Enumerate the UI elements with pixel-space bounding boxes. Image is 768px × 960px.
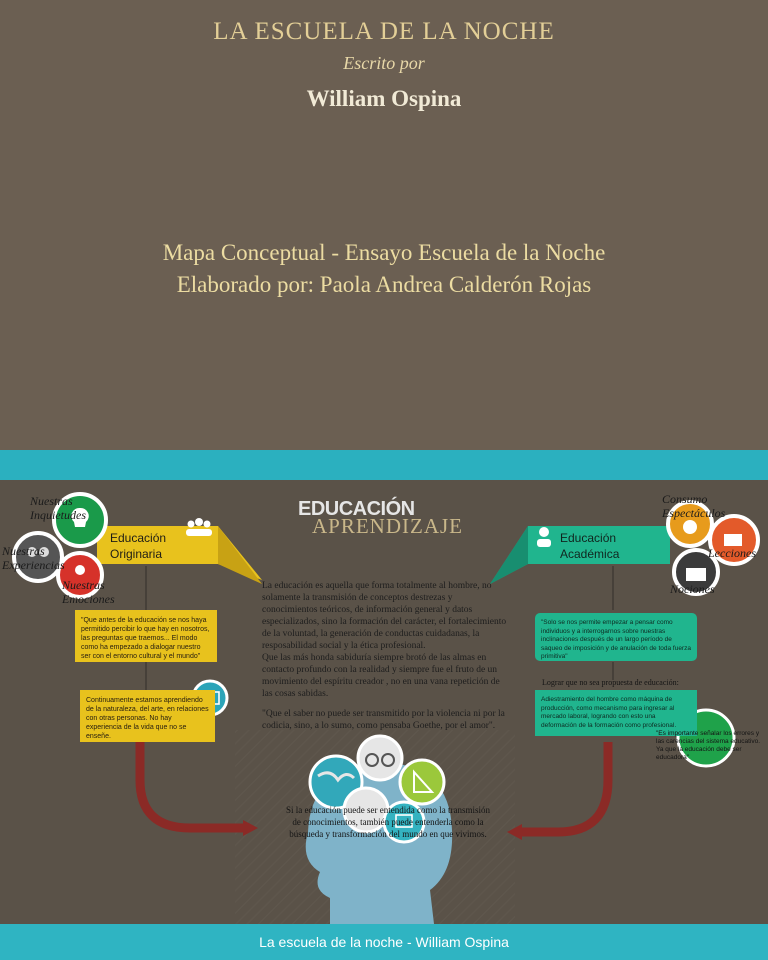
center-paragraph-1: La educación es aquella que forma totalmente al hombre, no solamente la transmisión de conceptos destrezas y conocimientos teóricos, de información general y datos especializados, sino la formación del carácter, el fortalecimiento de la voluntad, la generación de conductas cuidadanas, la resposabilidad social y la ética profesional. — [262, 581, 507, 651]
label-nociones: Nociones — [670, 582, 715, 596]
author-name: William Ospina — [306, 86, 462, 111]
right-note: "Es importante señalar los errores y las carencias del sistema educativo. Ya que la educación debe ser educadora" — [656, 730, 761, 761]
right-banner-label: Educación Académica — [560, 531, 620, 561]
center-paragraph-2: Que las más honda sabiduría siempre brotó de las almas en contacto profundo con la realidad y siempre fue el fruto de un movimiento del espíritu creador , no en una vana repetición de las cosas sabidas. — [262, 653, 500, 699]
right-quote-box: "Solo se nos permite empezar a pensar como individuos y a interrogarnos sobre nuestras inclinaciones después de un largo período de saqueo de imposición y de anulación de toda fuerza primitiva" — [535, 613, 697, 661]
glasses-icon — [358, 736, 402, 780]
center-paragraph-3: "Que el saber no puede ser transmitido por la violencia ni por la codicia, sino, a lo sumo, como pensaba Goethe, por el amor". — [262, 709, 505, 731]
right-training-box: Adiestramiento del hombre como máquina de producción, como mecanismo para ingresar al mercado laboral, logrando con esto una deformación de la formación como profesional. — [535, 690, 697, 736]
left-arrow — [140, 742, 245, 828]
conclusion-text: Si la educación puede ser entendida como la transmisión de conocimientos, también puede entenderla como la búsqueda y transformación del mundo en que vivimos. — [286, 805, 490, 839]
label-consumo: Consumo Espectáculos — [662, 492, 726, 520]
heading-education: EDUCACIÓN — [298, 498, 415, 520]
page-title: LA ESCUELA DE LA NOCHE — [213, 18, 555, 45]
concept-map — [0, 480, 768, 924]
right-arrow — [520, 742, 608, 832]
footer-band — [0, 924, 768, 960]
subtitle-line-2: Elaborado por: Paola Andrea Calderón Rojas — [176, 272, 592, 297]
left-banner-label: Educación Originaria — [110, 531, 167, 561]
top-band — [0, 450, 768, 480]
subtitle-line-1: Mapa Conceptual - Ensayo Escuela de la Noche — [162, 240, 606, 265]
footer-text: La escuela de la noche - William Ospina — [259, 934, 509, 950]
written-by-label: Escrito por — [343, 53, 425, 73]
center-text-block — [262, 580, 510, 732]
heading-learning: APRENDIZAJE — [312, 514, 463, 538]
right-goal-label: Lograr que no sea propuesta de educación: — [542, 678, 679, 687]
label-inquietudes: Nuestras Inquietudes — [30, 494, 86, 522]
label-experiencias: Nuestras Experiencias — [2, 544, 65, 572]
label-lecciones: Lecciones — [708, 546, 756, 560]
title-section — [0, 0, 768, 450]
left-quote-box: "Que antes de la educación se nos haya permitido percibir lo que hay en nosotros, las preguntas que traemos... El modo como ha empezado a dialogar nuestro ser con el entorno cultural y el mundo" — [75, 610, 217, 662]
label-emociones: Nuestras Emociones — [62, 578, 115, 606]
left-learning-box: Continuamente estamos aprendiendo de la naturaleza, del arte, en relaciones con otras personas. No hay experiencia de la vida que no se enseñe. — [80, 690, 215, 742]
